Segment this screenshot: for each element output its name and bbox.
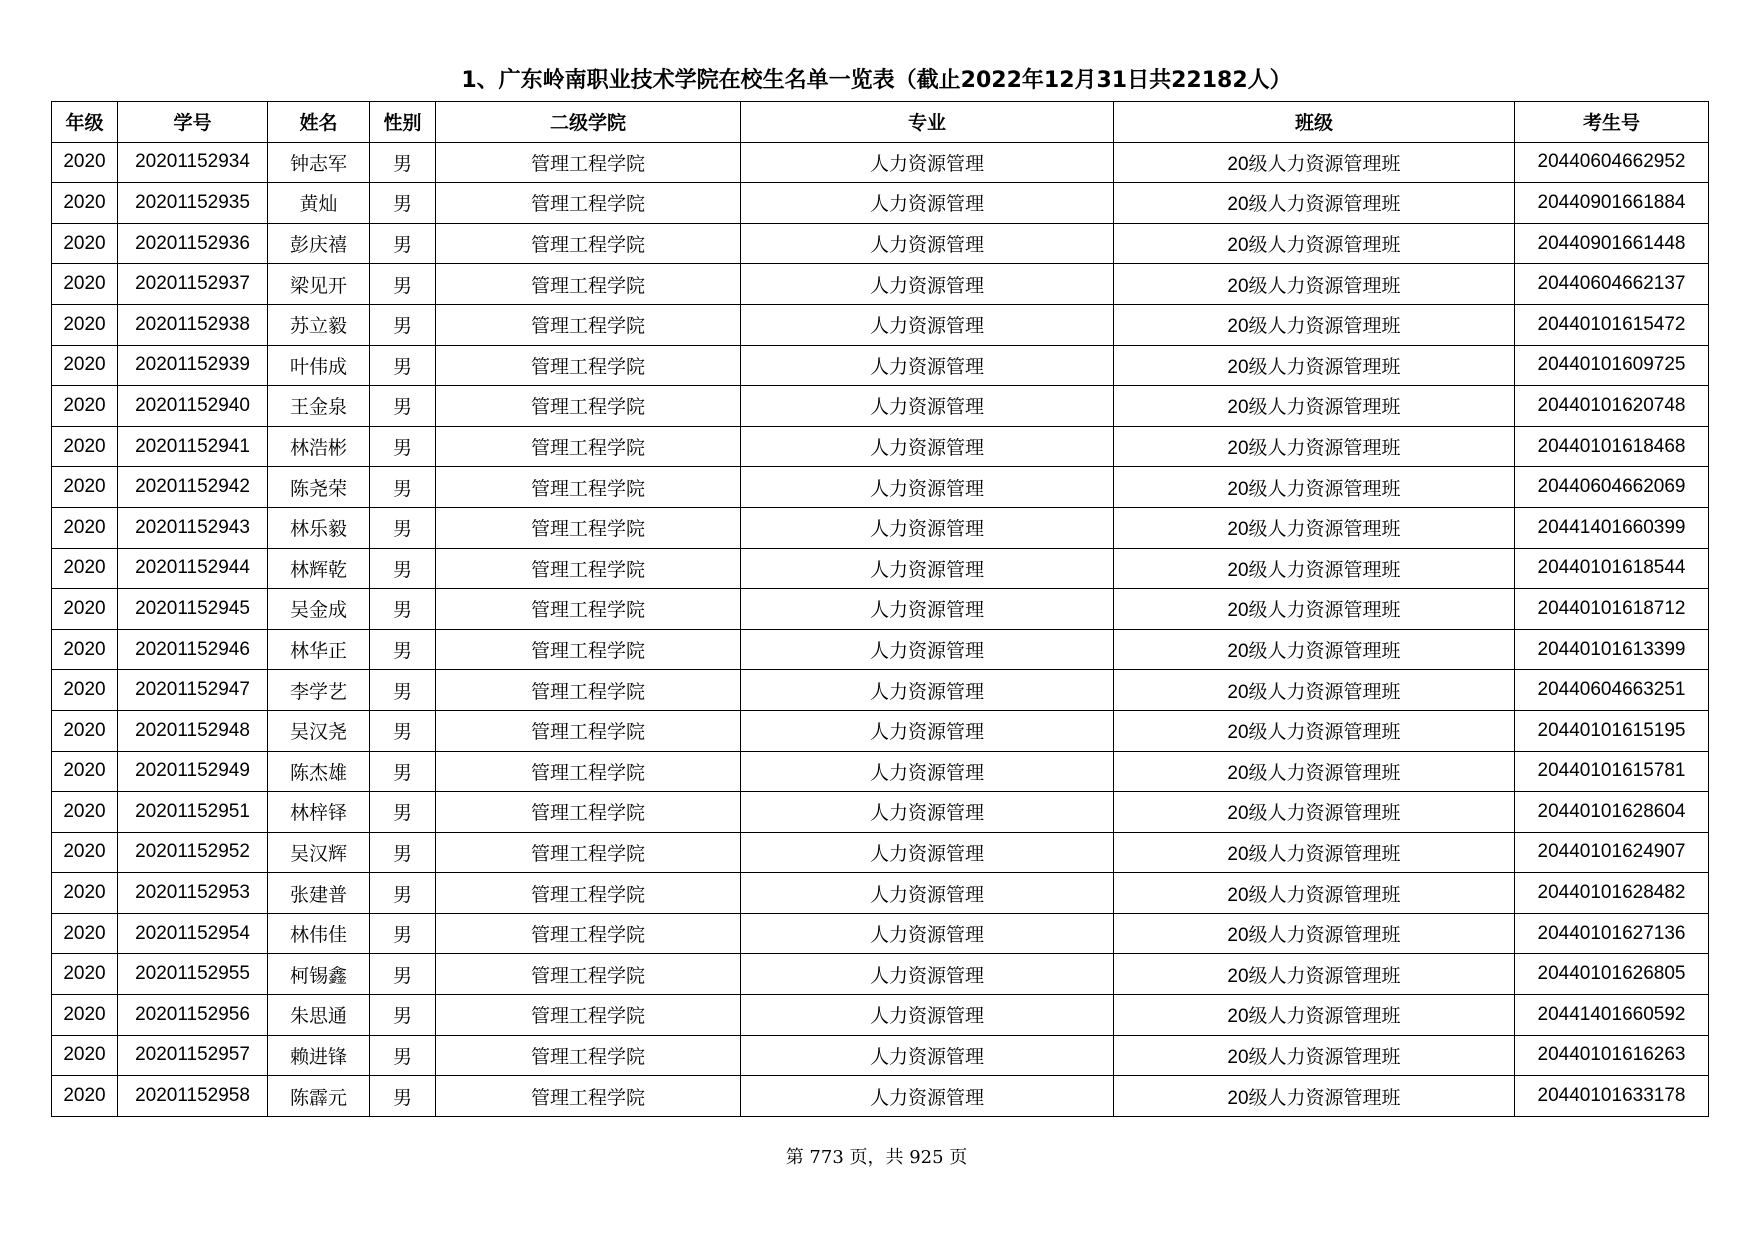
cell-college: 管理工程学院 [436, 264, 741, 305]
cell-exam-id: 20440101615195 [1515, 710, 1709, 751]
cell-class: 20级人力资源管理班 [1114, 1076, 1515, 1117]
cell-exam-id: 20440604663251 [1515, 670, 1709, 711]
cell-student-id: 20201152946 [118, 629, 268, 670]
cell-student-id: 20201152955 [118, 954, 268, 995]
cell-grade: 2020 [52, 467, 118, 508]
cell-exam-id: 20440101609725 [1515, 345, 1709, 386]
cell-student-id: 20201152940 [118, 386, 268, 427]
cell-student-id: 20201152939 [118, 345, 268, 386]
cell-name: 林乐毅 [268, 507, 370, 548]
cell-grade: 2020 [52, 954, 118, 995]
cell-major: 人力资源管理 [741, 995, 1114, 1036]
cell-grade: 2020 [52, 792, 118, 833]
cell-major: 人力资源管理 [741, 426, 1114, 467]
header-student-id: 学号 [118, 102, 268, 143]
table-row [52, 873, 1709, 914]
cell-gender: 男 [370, 710, 436, 751]
cell-exam-id: 20440101628604 [1515, 792, 1709, 833]
cell-student-id: 20201152949 [118, 751, 268, 792]
cell-major: 人力资源管理 [741, 467, 1114, 508]
cell-student-id: 20201152953 [118, 873, 268, 914]
cell-college: 管理工程学院 [436, 507, 741, 548]
cell-college: 管理工程学院 [436, 751, 741, 792]
cell-name: 朱思通 [268, 995, 370, 1036]
cell-major: 人力资源管理 [741, 223, 1114, 264]
cell-grade: 2020 [52, 995, 118, 1036]
cell-student-id: 20201152956 [118, 995, 268, 1036]
cell-grade: 2020 [52, 548, 118, 589]
table-row [52, 467, 1709, 508]
cell-class: 20级人力资源管理班 [1114, 873, 1515, 914]
cell-class: 20级人力资源管理班 [1114, 913, 1515, 954]
cell-name: 柯锡鑫 [268, 954, 370, 995]
header-class: 班级 [1114, 102, 1515, 143]
cell-gender: 男 [370, 548, 436, 589]
table-row [52, 670, 1709, 711]
cell-grade: 2020 [52, 304, 118, 345]
cell-exam-id: 20440901661448 [1515, 223, 1709, 264]
cell-class: 20级人力资源管理班 [1114, 995, 1515, 1036]
cell-grade: 2020 [52, 426, 118, 467]
table-row [52, 589, 1709, 630]
cell-college: 管理工程学院 [436, 954, 741, 995]
cell-student-id: 20201152936 [118, 223, 268, 264]
cell-exam-id: 20440101616263 [1515, 1035, 1709, 1076]
cell-gender: 男 [370, 670, 436, 711]
cell-college: 管理工程学院 [436, 426, 741, 467]
cell-grade: 2020 [52, 345, 118, 386]
table-row [52, 913, 1709, 954]
header-college: 二级学院 [436, 102, 741, 143]
table-row [52, 751, 1709, 792]
cell-gender: 男 [370, 507, 436, 548]
cell-grade: 2020 [52, 264, 118, 305]
cell-college: 管理工程学院 [436, 913, 741, 954]
cell-exam-id: 20440101624907 [1515, 832, 1709, 873]
cell-major: 人力资源管理 [741, 507, 1114, 548]
cell-major: 人力资源管理 [741, 386, 1114, 427]
cell-name: 赖进锋 [268, 1035, 370, 1076]
table-row [52, 223, 1709, 264]
header-gender: 性别 [370, 102, 436, 143]
cell-student-id: 20201152942 [118, 467, 268, 508]
cell-student-id: 20201152941 [118, 426, 268, 467]
table-row [52, 954, 1709, 995]
cell-major: 人力资源管理 [741, 751, 1114, 792]
cell-class: 20级人力资源管理班 [1114, 1035, 1515, 1076]
cell-exam-id: 20440101615472 [1515, 304, 1709, 345]
cell-grade: 2020 [52, 183, 118, 224]
cell-class: 20级人力资源管理班 [1114, 832, 1515, 873]
cell-class: 20级人力资源管理班 [1114, 142, 1515, 183]
cell-exam-id: 20440604662952 [1515, 142, 1709, 183]
cell-name: 黄灿 [268, 183, 370, 224]
cell-student-id: 20201152954 [118, 913, 268, 954]
cell-grade: 2020 [52, 223, 118, 264]
cell-gender: 男 [370, 629, 436, 670]
cell-student-id: 20201152957 [118, 1035, 268, 1076]
cell-college: 管理工程学院 [436, 710, 741, 751]
cell-student-id: 20201152947 [118, 670, 268, 711]
cell-college: 管理工程学院 [436, 792, 741, 833]
cell-gender: 男 [370, 1035, 436, 1076]
cell-name: 林辉乾 [268, 548, 370, 589]
cell-student-id: 20201152948 [118, 710, 268, 751]
cell-gender: 男 [370, 467, 436, 508]
cell-class: 20级人力资源管理班 [1114, 345, 1515, 386]
cell-class: 20级人力资源管理班 [1114, 710, 1515, 751]
cell-college: 管理工程学院 [436, 183, 741, 224]
cell-exam-id: 20440101620748 [1515, 386, 1709, 427]
cell-major: 人力资源管理 [741, 832, 1114, 873]
cell-class: 20级人力资源管理班 [1114, 507, 1515, 548]
cell-gender: 男 [370, 589, 436, 630]
student-roster-table [51, 101, 1709, 1117]
cell-name: 林伟佳 [268, 913, 370, 954]
header-name: 姓名 [268, 102, 370, 143]
cell-college: 管理工程学院 [436, 832, 741, 873]
cell-major: 人力资源管理 [741, 264, 1114, 305]
cell-exam-id: 20440101627136 [1515, 913, 1709, 954]
cell-name: 钟志军 [268, 142, 370, 183]
cell-name: 梁见开 [268, 264, 370, 305]
cell-exam-id: 20441401660399 [1515, 507, 1709, 548]
cell-name: 李学艺 [268, 670, 370, 711]
cell-grade: 2020 [52, 710, 118, 751]
cell-class: 20级人力资源管理班 [1114, 629, 1515, 670]
cell-gender: 男 [370, 873, 436, 914]
table-row [52, 183, 1709, 224]
document-title: 1、广东岭南职业技术学院在校生名单一览表（截止2022年12月31日共22182人） [461, 68, 1292, 93]
cell-exam-id: 20440101628482 [1515, 873, 1709, 914]
cell-exam-id: 20440901661884 [1515, 183, 1709, 224]
cell-gender: 男 [370, 792, 436, 833]
cell-college: 管理工程学院 [436, 1076, 741, 1117]
table-row [52, 345, 1709, 386]
cell-name: 吴金成 [268, 589, 370, 630]
cell-name: 叶伟成 [268, 345, 370, 386]
cell-gender: 男 [370, 142, 436, 183]
table-row [52, 995, 1709, 1036]
table-row [52, 1035, 1709, 1076]
cell-name: 王金泉 [268, 386, 370, 427]
cell-exam-id: 20440101618712 [1515, 589, 1709, 630]
cell-name: 张建普 [268, 873, 370, 914]
cell-college: 管理工程学院 [436, 873, 741, 914]
cell-name: 陈尧荣 [268, 467, 370, 508]
cell-college: 管理工程学院 [436, 548, 741, 589]
cell-gender: 男 [370, 913, 436, 954]
cell-college: 管理工程学院 [436, 386, 741, 427]
table-row [52, 264, 1709, 305]
cell-name: 吴汉尧 [268, 710, 370, 751]
cell-major: 人力资源管理 [741, 670, 1114, 711]
cell-gender: 男 [370, 751, 436, 792]
cell-exam-id: 20440101615781 [1515, 751, 1709, 792]
cell-major: 人力资源管理 [741, 548, 1114, 589]
cell-major: 人力资源管理 [741, 792, 1114, 833]
cell-college: 管理工程学院 [436, 142, 741, 183]
table-header-row [52, 102, 1709, 143]
cell-exam-id: 20440101626805 [1515, 954, 1709, 995]
cell-exam-id: 20440101618544 [1515, 548, 1709, 589]
table-row [52, 832, 1709, 873]
table-row [52, 1076, 1709, 1117]
cell-student-id: 20201152952 [118, 832, 268, 873]
cell-class: 20级人力资源管理班 [1114, 467, 1515, 508]
cell-college: 管理工程学院 [436, 1035, 741, 1076]
cell-grade: 2020 [52, 507, 118, 548]
cell-major: 人力资源管理 [741, 142, 1114, 183]
cell-exam-id: 20440604662069 [1515, 467, 1709, 508]
cell-name: 吴汉辉 [268, 832, 370, 873]
cell-gender: 男 [370, 995, 436, 1036]
cell-gender: 男 [370, 954, 436, 995]
cell-exam-id: 20440101618468 [1515, 426, 1709, 467]
cell-major: 人力资源管理 [741, 589, 1114, 630]
cell-grade: 2020 [52, 589, 118, 630]
cell-class: 20级人力资源管理班 [1114, 304, 1515, 345]
cell-gender: 男 [370, 183, 436, 224]
cell-name: 林梓铎 [268, 792, 370, 833]
cell-major: 人力资源管理 [741, 183, 1114, 224]
cell-grade: 2020 [52, 1076, 118, 1117]
table-row [52, 142, 1709, 183]
cell-student-id: 20201152938 [118, 304, 268, 345]
table-row [52, 386, 1709, 427]
cell-gender: 男 [370, 264, 436, 305]
cell-exam-id: 20441401660592 [1515, 995, 1709, 1036]
header-major: 专业 [741, 102, 1114, 143]
cell-name: 林华正 [268, 629, 370, 670]
cell-college: 管理工程学院 [436, 223, 741, 264]
cell-college: 管理工程学院 [436, 670, 741, 711]
cell-college: 管理工程学院 [436, 304, 741, 345]
cell-grade: 2020 [52, 1035, 118, 1076]
cell-class: 20级人力资源管理班 [1114, 670, 1515, 711]
cell-major: 人力资源管理 [741, 1035, 1114, 1076]
cell-class: 20级人力资源管理班 [1114, 223, 1515, 264]
cell-student-id: 20201152944 [118, 548, 268, 589]
cell-college: 管理工程学院 [436, 629, 741, 670]
cell-exam-id: 20440101633178 [1515, 1076, 1709, 1117]
cell-major: 人力资源管理 [741, 873, 1114, 914]
table-row [52, 629, 1709, 670]
cell-college: 管理工程学院 [436, 467, 741, 508]
cell-major: 人力资源管理 [741, 345, 1114, 386]
cell-name: 陈杰雄 [268, 751, 370, 792]
table-row [52, 426, 1709, 467]
cell-gender: 男 [370, 386, 436, 427]
header-grade: 年级 [52, 102, 118, 143]
cell-student-id: 20201152945 [118, 589, 268, 630]
cell-grade: 2020 [52, 751, 118, 792]
cell-grade: 2020 [52, 142, 118, 183]
cell-gender: 男 [370, 345, 436, 386]
cell-major: 人力资源管理 [741, 710, 1114, 751]
cell-exam-id: 20440101613399 [1515, 629, 1709, 670]
cell-gender: 男 [370, 223, 436, 264]
cell-class: 20级人力资源管理班 [1114, 183, 1515, 224]
table-row [52, 548, 1709, 589]
cell-name: 陈霹元 [268, 1076, 370, 1117]
cell-grade: 2020 [52, 629, 118, 670]
table-row [52, 792, 1709, 833]
cell-student-id: 20201152943 [118, 507, 268, 548]
cell-major: 人力资源管理 [741, 629, 1114, 670]
cell-name: 林浩彬 [268, 426, 370, 467]
cell-class: 20级人力资源管理班 [1114, 589, 1515, 630]
cell-gender: 男 [370, 426, 436, 467]
cell-grade: 2020 [52, 873, 118, 914]
page-number-footer: 第 773 页，共 925 页 [785, 1147, 968, 1168]
cell-class: 20级人力资源管理班 [1114, 386, 1515, 427]
cell-major: 人力资源管理 [741, 954, 1114, 995]
cell-college: 管理工程学院 [436, 995, 741, 1036]
cell-class: 20级人力资源管理班 [1114, 751, 1515, 792]
cell-grade: 2020 [52, 670, 118, 711]
table-row [52, 507, 1709, 548]
cell-student-id: 20201152934 [118, 142, 268, 183]
cell-class: 20级人力资源管理班 [1114, 792, 1515, 833]
cell-grade: 2020 [52, 832, 118, 873]
cell-gender: 男 [370, 832, 436, 873]
cell-student-id: 20201152951 [118, 792, 268, 833]
cell-name: 苏立毅 [268, 304, 370, 345]
header-exam-id: 考生号 [1515, 102, 1709, 143]
cell-student-id: 20201152935 [118, 183, 268, 224]
cell-college: 管理工程学院 [436, 589, 741, 630]
table-row [52, 710, 1709, 751]
cell-student-id: 20201152937 [118, 264, 268, 305]
cell-college: 管理工程学院 [436, 345, 741, 386]
cell-class: 20级人力资源管理班 [1114, 954, 1515, 995]
cell-student-id: 20201152958 [118, 1076, 268, 1117]
cell-exam-id: 20440604662137 [1515, 264, 1709, 305]
cell-major: 人力资源管理 [741, 913, 1114, 954]
cell-major: 人力资源管理 [741, 304, 1114, 345]
cell-gender: 男 [370, 1076, 436, 1117]
cell-major: 人力资源管理 [741, 1076, 1114, 1117]
cell-grade: 2020 [52, 386, 118, 427]
cell-name: 彭庆禧 [268, 223, 370, 264]
cell-grade: 2020 [52, 913, 118, 954]
table-row [52, 304, 1709, 345]
cell-class: 20级人力资源管理班 [1114, 548, 1515, 589]
cell-class: 20级人力资源管理班 [1114, 264, 1515, 305]
cell-gender: 男 [370, 304, 436, 345]
cell-class: 20级人力资源管理班 [1114, 426, 1515, 467]
table-body [52, 142, 1709, 1116]
